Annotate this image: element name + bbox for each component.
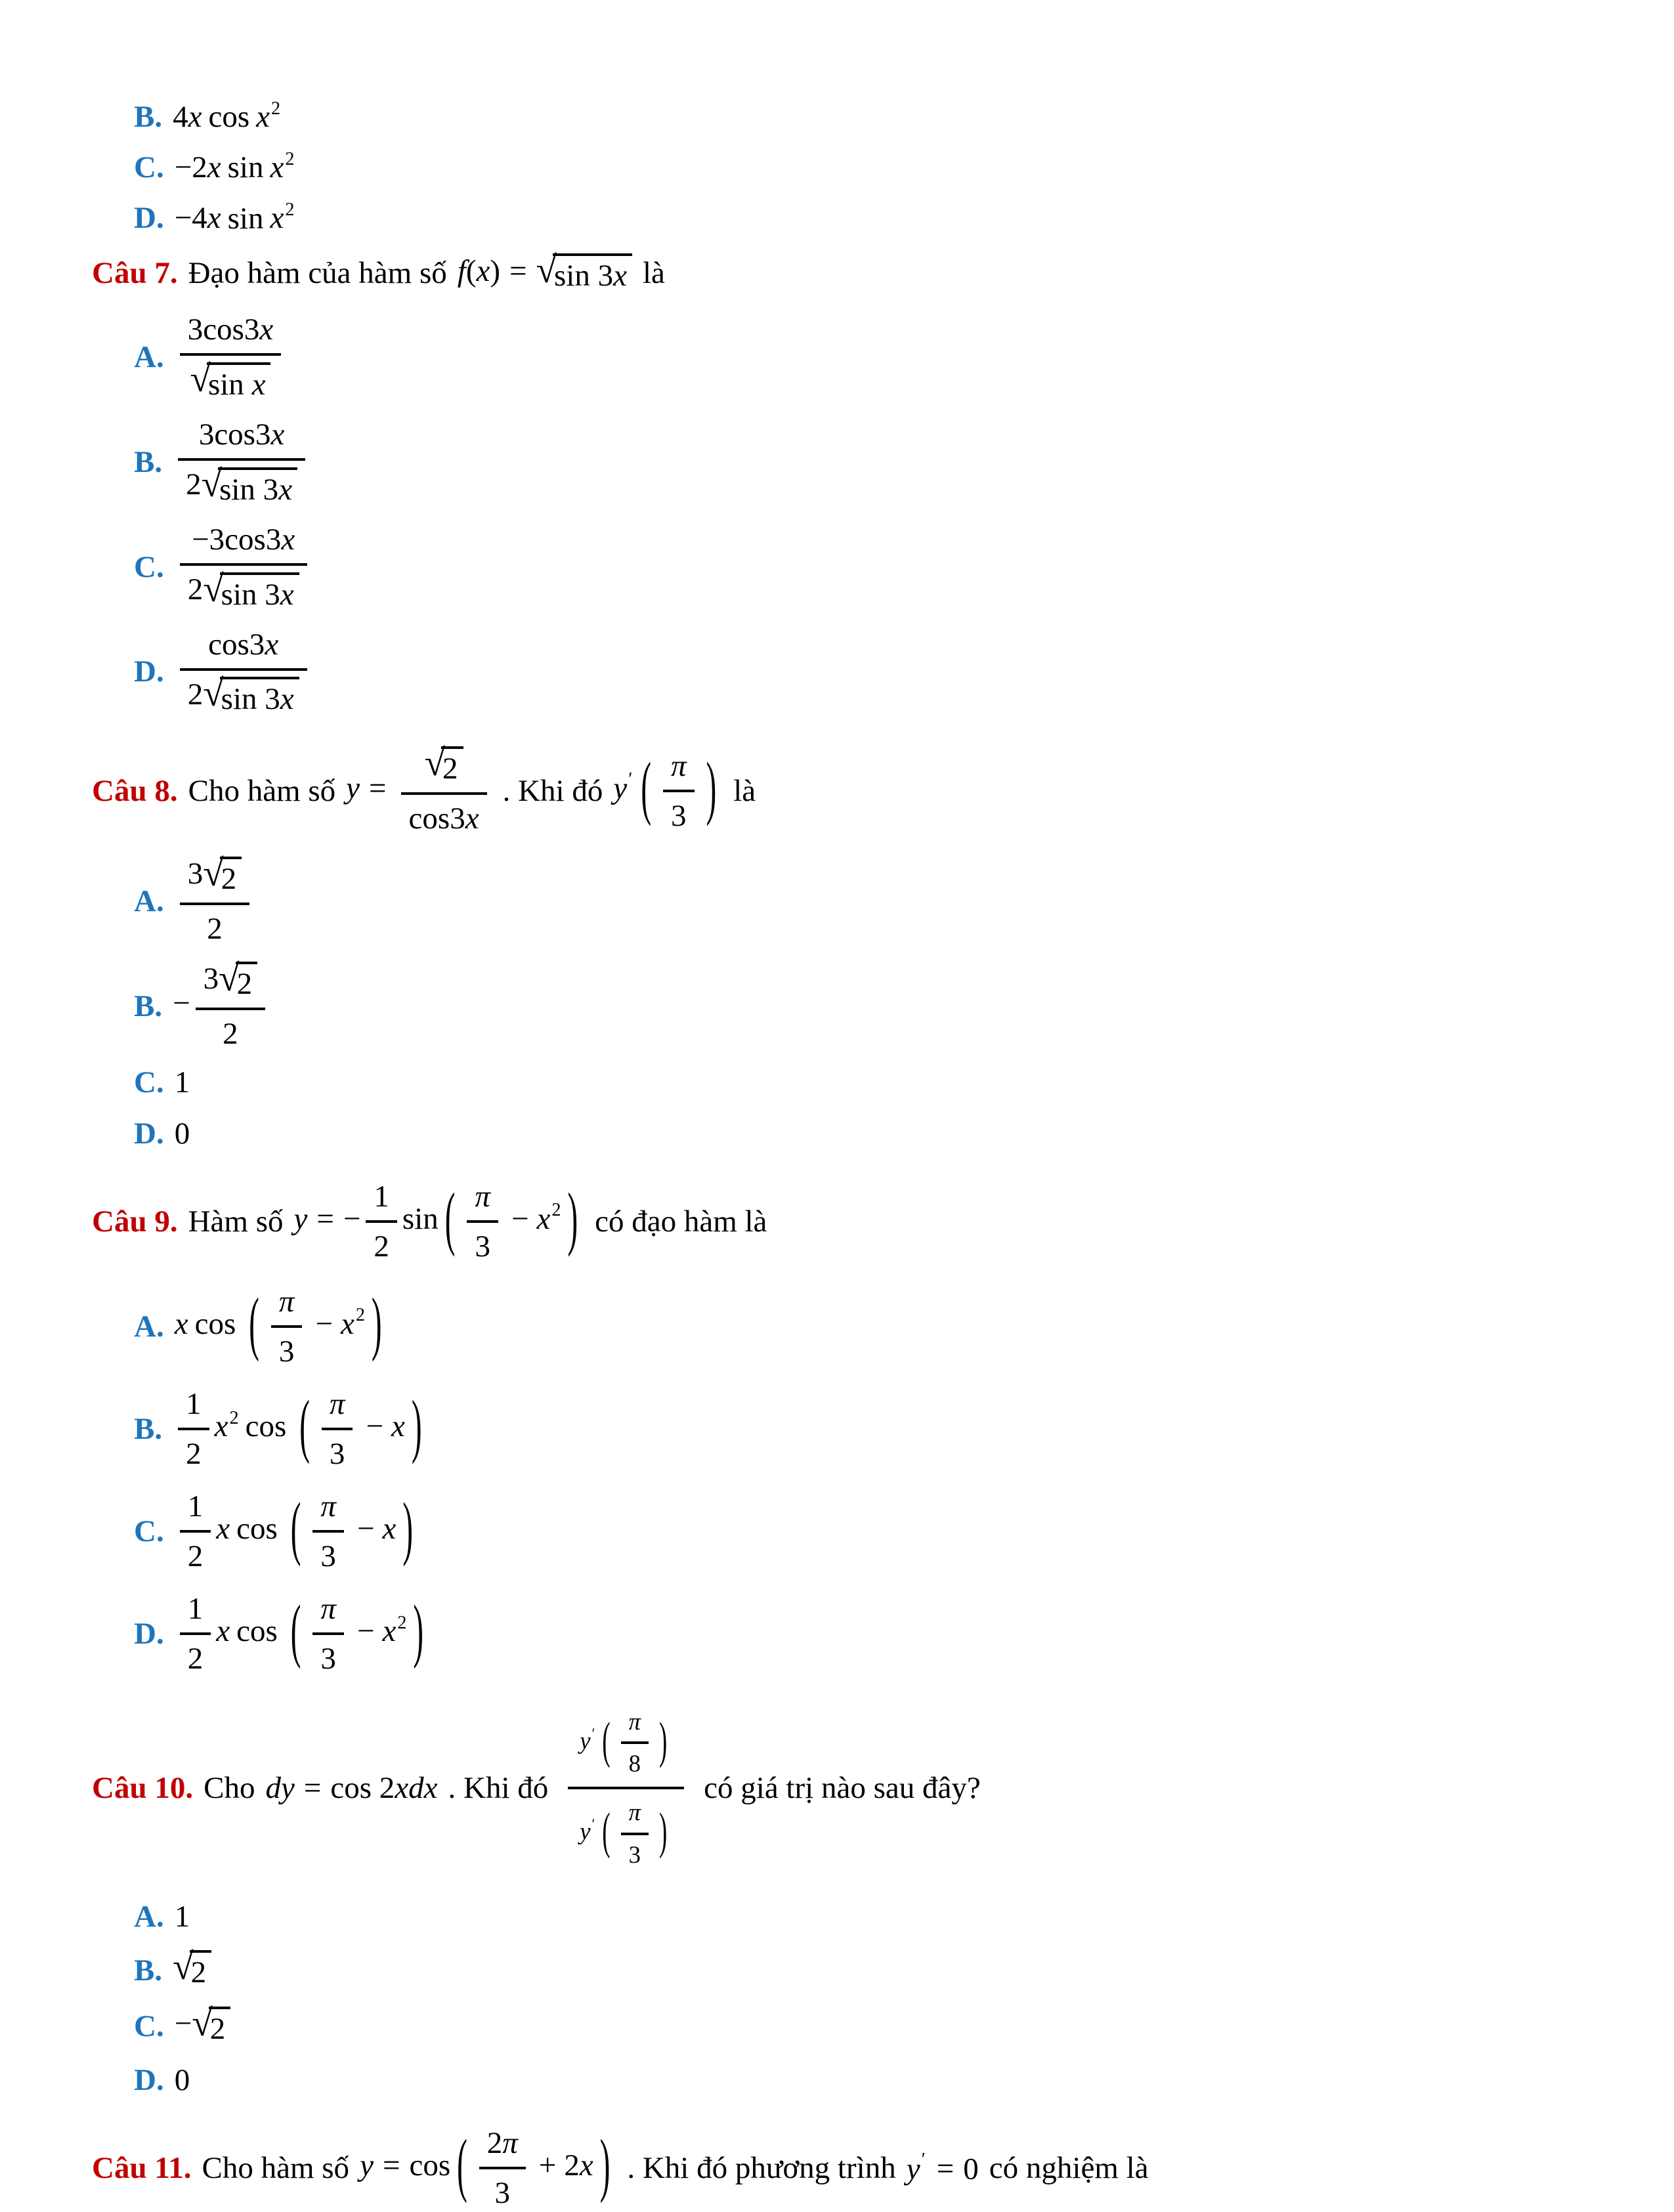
- question-11-heading: [92, 2124, 1635, 2212]
- minus-sign: −: [173, 986, 190, 1021]
- math-token: 2: [187, 572, 204, 606]
- fraction: [366, 1178, 397, 1266]
- radical-sign: √: [203, 852, 224, 894]
- math-token: π: [628, 1708, 641, 1735]
- q6-option-b: [134, 98, 1635, 135]
- fraction: [271, 1283, 303, 1371]
- square-root: [203, 852, 242, 897]
- q7-option-a: [134, 310, 1635, 404]
- math-token: 3: [628, 1840, 641, 1868]
- question-7-heading: [92, 249, 1635, 294]
- math-token: x: [281, 522, 295, 557]
- option-formula: [173, 1385, 428, 1473]
- math-token: 4: [173, 100, 188, 135]
- option-formula: [175, 2062, 190, 2098]
- math-token: π: [329, 1386, 345, 1421]
- right-paren: ): [567, 1179, 578, 1258]
- question-formula: [294, 1178, 585, 1266]
- right-paren: ): [490, 253, 500, 288]
- minus-sign: −: [356, 1511, 375, 1546]
- q9-option-d: [134, 1590, 1635, 1678]
- math-token: 2: [223, 1016, 238, 1051]
- left-paren: (: [290, 1489, 301, 1568]
- right-paren: ): [658, 1802, 668, 1859]
- math-token: 1: [187, 1592, 204, 1627]
- q7-option-b: [134, 415, 1635, 509]
- question-text-tail: có nghiệm là: [989, 2151, 1149, 2186]
- math-superscript: 2: [397, 1612, 407, 1633]
- math-token: dy: [265, 1771, 295, 1806]
- option-label: A.: [134, 884, 164, 919]
- radical-sign: √: [536, 249, 557, 291]
- prime-mark: ′: [591, 1816, 595, 1833]
- math-token: 2: [374, 1229, 389, 1264]
- math-token: x: [465, 801, 479, 836]
- fraction: [312, 1487, 344, 1575]
- question-formula: [457, 249, 632, 294]
- fraction: [479, 2124, 526, 2212]
- option-formula: [173, 957, 270, 1053]
- question-text: Cho: [204, 1771, 255, 1806]
- fraction: [178, 415, 305, 509]
- math-token: π: [278, 1284, 295, 1319]
- math-token: x: [280, 577, 294, 612]
- math-token: 2: [207, 911, 223, 946]
- q8-option-c: [134, 1065, 1635, 1100]
- q9-option-a: [134, 1283, 1635, 1371]
- math-token: −3cos3: [192, 522, 282, 557]
- option-label: D.: [134, 654, 164, 689]
- question-text: Đạo hàm của hàm số: [188, 256, 447, 291]
- math-token: 3: [329, 1436, 345, 1471]
- radical-sign: √: [173, 1946, 194, 1988]
- question-label: Câu 8.: [92, 774, 178, 809]
- question-text-tail: có giá trị nào sau đây?: [704, 1771, 981, 1806]
- fraction: [178, 1385, 209, 1473]
- right-paren: ): [411, 1386, 422, 1466]
- math-token: 3: [494, 2176, 511, 2211]
- left-paren: (: [465, 253, 477, 288]
- question-text: Cho hàm số: [202, 2151, 350, 2186]
- question-label: Câu 9.: [92, 1204, 178, 1239]
- question-formula-2: [907, 2150, 979, 2186]
- option-label: C.: [134, 1514, 164, 1549]
- math-token: 1: [186, 1386, 202, 1421]
- right-paren: ): [599, 2126, 611, 2205]
- option-label: D.: [134, 2063, 164, 2098]
- fraction: [663, 747, 695, 835]
- math-token: 3cos3: [187, 312, 260, 347]
- square-root: [173, 1946, 211, 1990]
- math-token: x: [207, 150, 221, 185]
- q8-option-b: [134, 957, 1635, 1053]
- equals-sign: =: [382, 2148, 400, 2182]
- left-paren: (: [444, 1179, 456, 1258]
- right-paren: ): [706, 749, 717, 828]
- math-superscript: 2: [551, 1200, 561, 1221]
- math-token: sin: [402, 1201, 439, 1236]
- fraction: [180, 1487, 211, 1575]
- question-formula: [265, 1770, 437, 1806]
- option-formula: [175, 149, 295, 185]
- option-formula: [175, 310, 287, 404]
- radical-sign: √: [190, 358, 211, 400]
- math-token: 2: [209, 2012, 226, 2047]
- math-token: x: [216, 1511, 230, 1546]
- left-paren: (: [641, 749, 652, 828]
- math-token: y: [293, 1201, 308, 1236]
- option-formula: [175, 1899, 190, 1934]
- question-8-heading: [92, 744, 1635, 838]
- math-token: x: [536, 1201, 551, 1236]
- math-token: −4: [174, 201, 207, 236]
- option-label: A.: [134, 1309, 164, 1344]
- math-token: sin 3: [219, 472, 279, 507]
- option-label: C.: [134, 150, 164, 184]
- minus-sign: −: [366, 1409, 383, 1443]
- question-formula: [360, 2124, 616, 2212]
- question-formula-2: [613, 747, 723, 835]
- prime-mark: ′: [591, 1724, 595, 1741]
- math-token: 0: [174, 1116, 190, 1151]
- question-label: Câu 11.: [92, 2151, 192, 2186]
- math-token: 1: [187, 1489, 204, 1523]
- math-token: cos3: [408, 801, 465, 836]
- fraction: [621, 1797, 649, 1869]
- option-formula: [175, 1590, 430, 1678]
- math-token: x: [579, 2148, 593, 2182]
- math-token: x: [256, 100, 270, 135]
- fraction: [467, 1178, 498, 1266]
- math-token: x: [251, 367, 266, 402]
- option-formula: [175, 1116, 190, 1151]
- math-token: 3: [187, 857, 204, 891]
- radical-sign: √: [219, 957, 240, 999]
- fraction: [180, 310, 282, 404]
- question-10-heading: [92, 1704, 1635, 1873]
- minus-sign: −: [315, 1306, 333, 1341]
- fraction: [568, 1704, 684, 1873]
- option-label: D.: [134, 200, 164, 235]
- right-paren: ): [371, 1284, 382, 1363]
- math-token: dx: [408, 1771, 438, 1806]
- fraction: [621, 1707, 649, 1779]
- math-token: y: [360, 2148, 374, 2182]
- option-label: A.: [134, 1899, 164, 1934]
- option-label: B.: [134, 989, 163, 1023]
- minus-sign: −: [174, 2007, 192, 2041]
- math-token: π: [475, 1179, 490, 1214]
- math-token: f: [457, 253, 466, 288]
- math-token: 2: [187, 1539, 204, 1574]
- q10-option-b: [134, 1946, 1635, 1991]
- question-formula: [346, 744, 492, 838]
- math-token: x: [216, 1613, 230, 1648]
- math-token: sin 3: [221, 682, 280, 717]
- math-token: x: [270, 417, 285, 452]
- equals-sign: =: [303, 1771, 322, 1806]
- option-label: B.: [134, 1411, 163, 1446]
- option-formula: [175, 1487, 419, 1575]
- math-token: cos: [194, 1306, 236, 1341]
- math-token: x: [395, 1771, 409, 1806]
- q7-option-d: [134, 626, 1635, 719]
- option-formula: [175, 626, 312, 719]
- right-paren: ): [402, 1489, 413, 1568]
- math-token: x: [214, 1409, 228, 1443]
- math-token: x: [174, 1306, 188, 1341]
- math-token: 1: [174, 1065, 190, 1099]
- math-token: 3: [278, 1334, 295, 1369]
- question-formula-2: [559, 1704, 693, 1873]
- math-token: 0: [174, 2063, 190, 2098]
- option-label: D.: [134, 1116, 164, 1151]
- q6-option-d: [134, 200, 1635, 236]
- q8-option-a: [134, 852, 1635, 948]
- math-token: 3: [475, 1229, 490, 1264]
- q10-option-a: [134, 1899, 1635, 1934]
- question-text-mid: . Khi đó: [502, 774, 603, 809]
- math-token: x: [188, 100, 202, 135]
- question-text-mid: . Khi đó phương trình: [627, 2151, 896, 2186]
- math-token: π: [628, 1798, 641, 1826]
- math-token: x: [265, 627, 279, 662]
- math-token: x: [270, 150, 284, 185]
- option-formula: [173, 98, 280, 135]
- math-token: 2: [190, 1955, 207, 1990]
- fraction: [180, 521, 307, 614]
- math-token: 2: [187, 677, 204, 712]
- math-token: cos 2: [330, 1771, 395, 1806]
- math-token: 2: [564, 2148, 580, 2182]
- math-token: π: [671, 749, 687, 784]
- math-token: π: [320, 1489, 336, 1523]
- math-token: x: [259, 312, 274, 347]
- square-root: [203, 568, 299, 612]
- plus-sign: +: [538, 2148, 557, 2182]
- question-text: Cho hàm số: [188, 774, 336, 809]
- math-token: x: [613, 259, 627, 293]
- math-token: 2: [236, 966, 253, 1001]
- math-superscript: 2: [285, 149, 295, 170]
- math-token: x: [391, 1409, 405, 1443]
- math-token: x: [207, 201, 221, 236]
- option-label: B.: [134, 1953, 163, 1988]
- minus-sign: −: [343, 1201, 361, 1236]
- math-token: cos: [245, 1409, 287, 1443]
- fraction: [322, 1385, 353, 1473]
- math-token: y: [613, 771, 628, 806]
- option-formula: [175, 1065, 190, 1100]
- square-root: [536, 249, 632, 293]
- question-text-tail: có đạo hàm là: [595, 1204, 767, 1239]
- option-label: A.: [134, 340, 164, 375]
- option-formula: [175, 1283, 389, 1371]
- math-token: sin 3: [221, 577, 280, 612]
- option-label: C.: [134, 1065, 164, 1099]
- left-paren: (: [290, 1592, 301, 1670]
- left-paren: (: [299, 1386, 310, 1466]
- fraction: [180, 1590, 211, 1678]
- math-superscript: 2: [229, 1407, 239, 1428]
- radical-sign: √: [201, 463, 223, 505]
- prime-mark: ′: [921, 2150, 926, 2171]
- math-token: 2: [186, 1436, 202, 1471]
- math-token: x: [280, 682, 294, 717]
- q9-option-c: [134, 1487, 1635, 1575]
- math-token: x: [270, 201, 284, 236]
- q7-option-c: [134, 521, 1635, 614]
- math-token: y: [346, 771, 360, 806]
- option-label: B.: [134, 444, 163, 479]
- option-label: B.: [134, 99, 163, 134]
- math-token: x: [278, 472, 293, 507]
- q10-option-d: [134, 2062, 1635, 2098]
- question-text-tail: là: [733, 774, 756, 809]
- math-token: −2: [174, 150, 207, 185]
- math-token: sin: [227, 150, 264, 185]
- math-token: y: [906, 2152, 920, 2186]
- fraction: [196, 957, 265, 1053]
- math-token: 2: [442, 752, 458, 786]
- math-token: 1: [374, 1179, 389, 1214]
- radical-sign: √: [203, 673, 224, 715]
- radical-sign: √: [424, 742, 446, 784]
- option-formula: [173, 415, 311, 509]
- math-token: cos: [409, 2148, 451, 2182]
- question-label: Câu 7.: [92, 256, 178, 291]
- math-token: 2: [187, 1642, 204, 1676]
- option-formula: [173, 1946, 211, 1991]
- radical-sign: √: [203, 568, 224, 610]
- math-token: x: [382, 1511, 397, 1546]
- math-token: 2: [221, 861, 237, 896]
- math-token: 8: [628, 1750, 641, 1777]
- fraction: [312, 1590, 344, 1678]
- math-token: y: [580, 1818, 591, 1844]
- equals-sign: =: [369, 771, 387, 806]
- option-formula: [175, 200, 295, 236]
- math-token: cos: [236, 1511, 278, 1546]
- option-label: C.: [134, 549, 164, 584]
- fraction: [180, 852, 249, 948]
- math-token: 2: [486, 2126, 503, 2161]
- math-token: 3cos3: [198, 417, 271, 452]
- math-token: 1: [174, 1899, 190, 1934]
- option-label: C.: [134, 2009, 164, 2044]
- right-paren: ): [658, 1711, 668, 1768]
- math-token: cos: [208, 100, 250, 135]
- square-root: [190, 358, 270, 402]
- math-token: sin: [227, 201, 264, 236]
- option-label: D.: [134, 1617, 164, 1651]
- math-token: sin: [207, 367, 244, 402]
- square-root: [201, 463, 297, 507]
- q8-option-d: [134, 1116, 1635, 1151]
- math-token: sin 3: [553, 259, 614, 293]
- square-root: [219, 957, 257, 1002]
- question-label: Câu 10.: [92, 1771, 194, 1806]
- question-text-mid: . Khi đó: [448, 1771, 549, 1806]
- math-token: 3: [671, 799, 687, 834]
- math-token: x: [340, 1306, 354, 1341]
- left-paren: (: [249, 1284, 259, 1363]
- option-formula: [175, 852, 255, 948]
- equals-sign: =: [316, 1201, 334, 1236]
- math-token: x: [476, 253, 490, 288]
- square-root: [192, 2003, 230, 2047]
- left-paren: (: [602, 1802, 611, 1859]
- math-token: cos: [236, 1613, 278, 1648]
- math-superscript: 2: [285, 200, 295, 221]
- option-formula: [175, 521, 312, 614]
- math-token: 3: [320, 1539, 336, 1574]
- math-superscript: 2: [355, 1305, 365, 1326]
- math-token: π: [502, 2126, 518, 2161]
- left-paren: (: [457, 2126, 467, 2205]
- equals-sign: =: [936, 2152, 955, 2186]
- prime-mark: ′: [628, 769, 633, 790]
- option-formula: [174, 2003, 230, 2047]
- math-token: 3: [203, 961, 219, 996]
- question-9-heading: [92, 1178, 1635, 1266]
- square-root: [424, 742, 463, 786]
- math-token: 3: [320, 1642, 336, 1676]
- math-token: x: [382, 1613, 397, 1648]
- fraction: [180, 626, 307, 719]
- fraction: [401, 744, 487, 838]
- math-token: y: [580, 1726, 591, 1754]
- minus-sign: −: [511, 1201, 529, 1236]
- math-token: 0: [963, 2152, 979, 2186]
- equals-sign: =: [509, 253, 527, 288]
- question-text: Hàm số: [188, 1204, 284, 1239]
- radical-sign: √: [192, 2003, 213, 2045]
- right-paren: ): [413, 1592, 424, 1670]
- q6-option-c: [134, 149, 1635, 185]
- minus-sign: −: [356, 1613, 375, 1648]
- math-superscript: 2: [271, 98, 281, 119]
- question-text-tail: là: [642, 256, 665, 291]
- q10-option-c: [134, 2003, 1635, 2047]
- math-token: 2: [186, 467, 202, 502]
- square-root: [203, 673, 299, 717]
- math-token: π: [320, 1592, 336, 1627]
- q9-option-b: [134, 1385, 1635, 1473]
- math-token: cos3: [208, 627, 265, 662]
- left-paren: (: [602, 1711, 611, 1768]
